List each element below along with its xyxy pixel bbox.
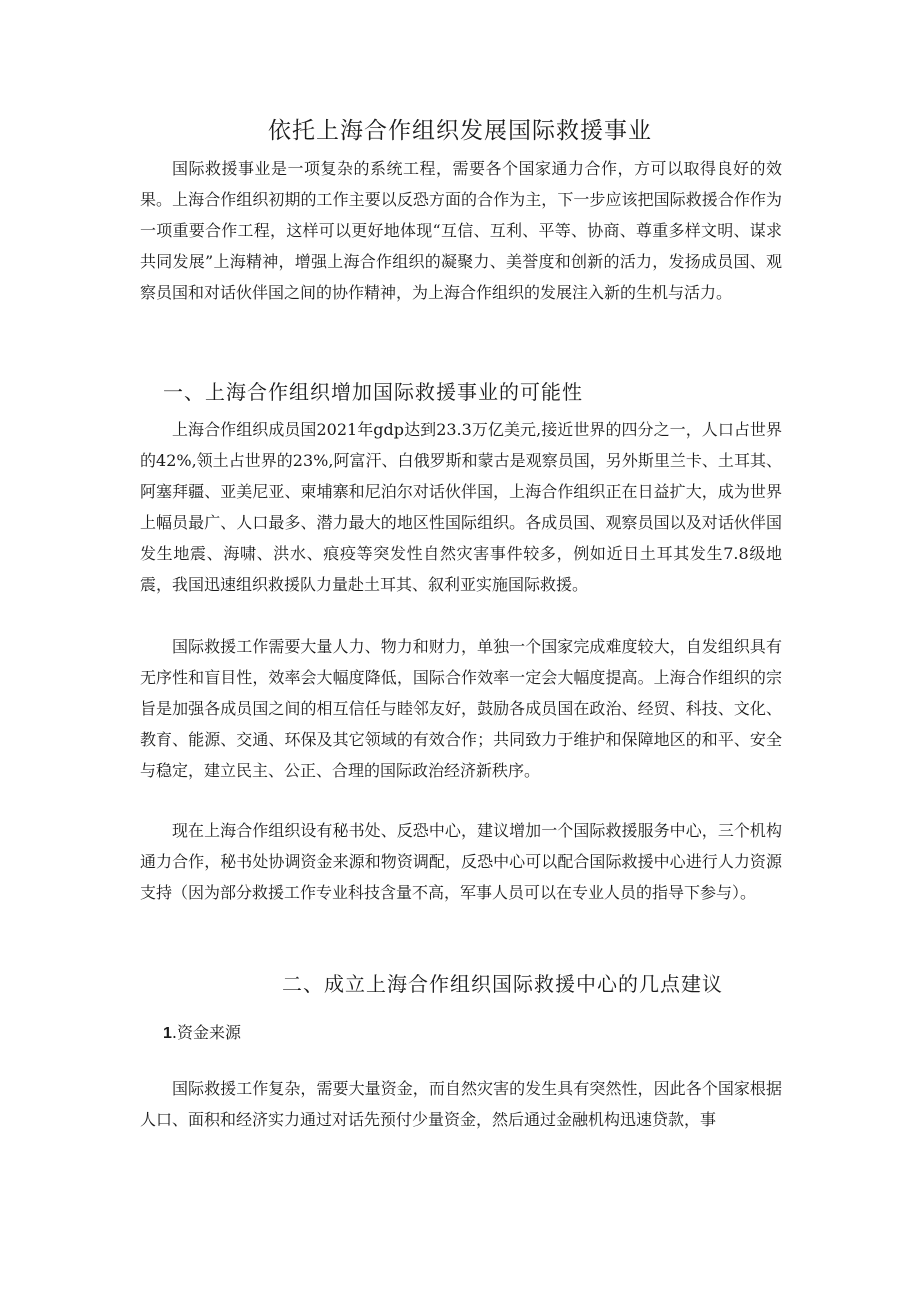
section-1-paragraph-1: 上海合作组织成员国2021年gdp达到23.3万亿美元,接近世界的四分之一，人口占世界的42%,领土占世界的23%,阿富汗、白俄罗斯和蒙古是观察员国，另外斯里兰卡、土耳其、阿塞拜疆、亚美尼亚、柬埔寨和尼泊尔对话伙伴国，上海合作组织正在日益扩大，成为世界上幅员最广、人口最多、潜力最大的地区性国际组织。各成员国、观察员国以及对话伙伴国发生地震、海啸、洪水、痕疫等突发性自然灾害事件较多，例如近日土耳其发生7.8级地震，我国迅速组织救援队力量赴土耳其、叙利亚实施国际救援。 xyxy=(140,420,782,594)
section-1-paragraph-2: 国际救援工作需要大量人力、物力和财力，单独一个国家完成难度较大，自发组织具有无序性和盲目性，效率会大幅度降低，国际合作效率一定会大幅度提高。上海合作组织的宗旨是加强各成员国之间的相互信任与睦邻友好，鼓励各成员国在政治、经贸、科技、文化、教育、能源、交通、环保及其它领域的有效合作；共同致力于维护和保障地区的和平、安全与稳定，建立民主、公正、合理的国际政治经济新秩序。 xyxy=(140,637,782,780)
subsection-1-paragraph: 国际救援工作复杂，需要大量资金，而自然灾害的发生具有突然性，因此各个国家根据人口、面积和经济实力通过对话先预付少量资金，然后通过金融机构迅速贷款，事 xyxy=(140,1079,782,1129)
subsection-1-label: .资金来源 xyxy=(171,1023,241,1042)
intro-paragraph: 国际救援事业是一项复杂的系统工程，需要各个国家通力合作，方可以取得良好的效果。上海合作组织初期的工作主要以反恐方面的合作为主，下一步应该把国际救援合作作为一项重要合作工程，这样可以更好地体现“互信、互利、平等、协商、尊重多样文明、谋求共同发展”上海精神，增强上海合作组织的凝聚力、美誉度和创新的活力，发扬成员国、观察员国和对话伙伴国之间的协作精神，为上海合作组织的发展注入新的生机与活力。 xyxy=(140,159,782,302)
section-1-heading: 一、上海合作组织增加国际救援事业的可能性 xyxy=(163,380,583,404)
subsection-1-heading xyxy=(163,1020,241,1043)
document-title: 依托上海合作组织发展国际救援事业 xyxy=(268,118,652,144)
section-1-paragraph-3: 现在上海合作组织设有秘书处、反恐中心，建议增加一个国际救援服务中心，三个机构通力合作，秘书处协调资金来源和物资调配，反恐中心可以配合国际救援中心进行人力资源支持（因为部分救援工作专业科技含量不高，军事人员可以在专业人员的指导下参与）。 xyxy=(140,821,782,902)
section-2-heading: 二、成立上海合作组织国际救援中心的几点建议 xyxy=(282,972,723,996)
subsection-1-number: 1 xyxy=(163,1025,172,1042)
